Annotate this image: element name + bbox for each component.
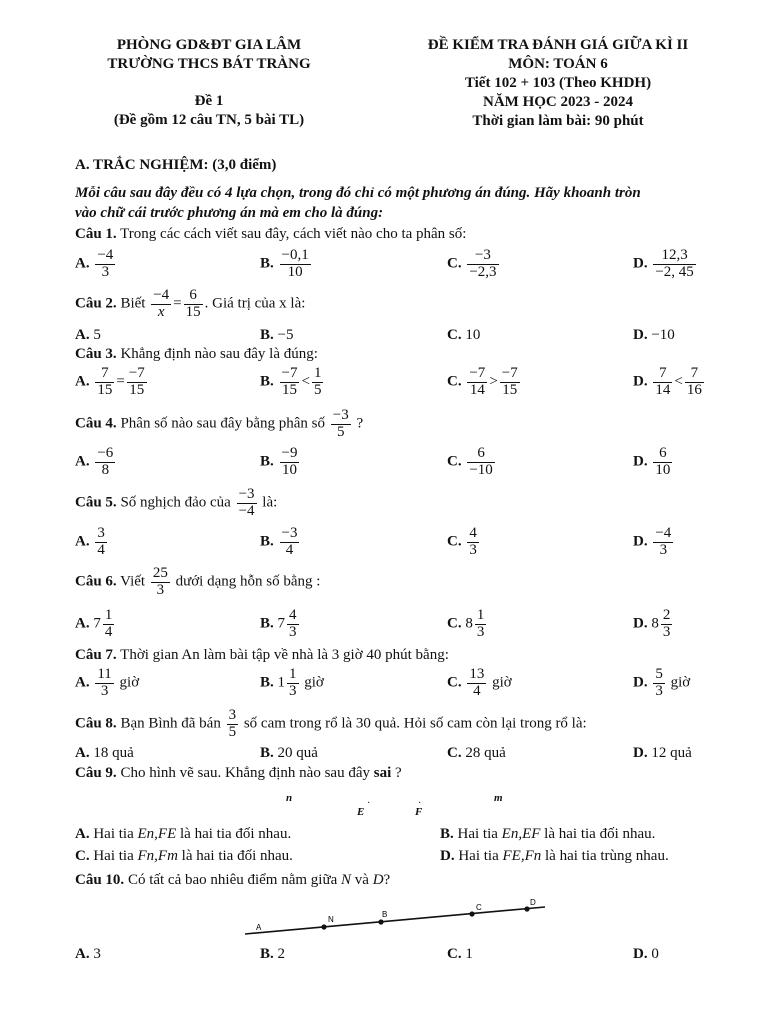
point-label-d: D — [530, 898, 536, 907]
q1-option-d[interactable]: D. $\frac{12,3}{-2, 45}$ — [633, 247, 694, 280]
q10-option-d[interactable]: D. 0 — [633, 946, 659, 962]
subject: MÔN: TOÁN 6 — [508, 56, 608, 72]
school-name: TRƯỜNG THCS BÁT TRÀNG — [107, 56, 311, 72]
q4-option-c[interactable]: C. $\frac{6}{-10}$ — [447, 445, 493, 478]
q4-option-a[interactable]: A. $\frac{-6}{8}$ — [75, 445, 114, 478]
point-label-a: A — [256, 923, 262, 932]
q10-option-b[interactable]: B. 2 — [260, 946, 286, 962]
fraction: $\frac{-4}{x}$ — [153, 287, 170, 320]
q8-option-d[interactable]: D. 12 quả — [633, 745, 692, 761]
question-8: Câu 8. Bạn Bình đã bán $\frac{3}{5}$ số cam trong rổ là 30 quả. Hỏi số cam còn lại trong rổ là: — [75, 707, 587, 740]
q9-option-d[interactable]: D. Hai tia FE,Fn là hai tia trùng nhau. — [440, 848, 669, 864]
question-7: Câu 7. Thời gian An làm bài tập về nhà là 3 giờ 40 phút bằng: — [75, 647, 449, 663]
q7-option-c[interactable]: C. $\frac{13}{4}$ giờ — [447, 666, 512, 699]
question-number: Câu 2. — [75, 295, 117, 312]
q7-option-b[interactable]: B. 1 $\frac{1}{3}$ giờ — [260, 666, 324, 699]
q2-option-b[interactable]: B. −5 — [260, 327, 294, 343]
line-figure — [240, 895, 550, 940]
q6-option-d[interactable]: D. 8 $\frac{2}{3}$ — [633, 607, 671, 640]
q2-option-c[interactable]: C. 10 — [447, 327, 481, 343]
q3-option-b[interactable]: B. $\frac{-7}{15}$ < $\frac{1}{5}$ — [260, 365, 322, 398]
q6-option-b[interactable]: B. 7 $\frac{4}{3}$ — [260, 607, 297, 640]
question-number: Câu 8. — [75, 715, 117, 732]
question-10: Câu 10. Có tất cả bao nhiêu điểm nằm giữa N và D? — [75, 872, 391, 888]
figure-label-n: n — [286, 792, 293, 804]
q5-option-a[interactable]: A. $\frac{3}{4}$ — [75, 525, 105, 558]
question-number: Câu 1. — [75, 226, 117, 242]
point-n-dot — [321, 924, 326, 929]
exam-title: ĐỀ KIỂM TRA ĐÁNH GIÁ GIỮA KÌ II — [427, 37, 689, 53]
exam-header — [393, 36, 723, 131]
q9-option-c[interactable]: C. Hai tia Fn,Fm là hai tia đối nhau. — [75, 848, 293, 864]
question-4: Câu 4. Phân số nào sau đây bằng phân số $\frac{-3}{5}$ ? — [75, 407, 364, 440]
fraction: $\frac{-0,1}{10}$ — [281, 247, 309, 280]
question-number: Câu 9. — [75, 765, 117, 781]
q7-option-a[interactable]: A. $\frac{11}{3}$ giờ — [75, 666, 140, 699]
q2-option-d[interactable]: D. −10 — [633, 327, 675, 343]
question-9: Câu 9. Cho hình vẽ sau. Khẳng định nào sau đây sai ? — [75, 765, 402, 781]
question-number: Câu 5. — [75, 494, 117, 511]
school-header — [75, 36, 343, 130]
fraction: $\frac{6}{15}$ — [185, 287, 201, 320]
q3-option-d[interactable]: D. $\frac{7}{14}$ < $\frac{7}{16}$ — [633, 365, 702, 398]
duration: Thời gian làm bài: 90 phút — [472, 113, 644, 129]
fraction: $\frac{-4}{3}$ — [97, 247, 114, 280]
q9-option-b[interactable]: B. Hai tia En,EF là hai tia đối nhau. — [440, 826, 656, 842]
point-c-dot — [469, 911, 474, 916]
figure-label-m: m — [494, 792, 503, 804]
question-2: Câu 2. Biết $\frac{-4}{x}$ = $\frac{6}{15}$ . Giá trị của x là: — [75, 287, 306, 320]
point-label-c: C — [476, 903, 482, 912]
section-title: A. TRẮC NGHIỆM: (3,0 điểm) — [75, 157, 277, 173]
school-year: NĂM HỌC 2023 - 2024 — [483, 94, 633, 110]
question-6: Câu 6. Viết $\frac{25}{3}$ dưới dạng hỗn số bằng : — [75, 565, 321, 598]
point-d-dot — [524, 906, 529, 911]
q5-option-c[interactable]: C. $\frac{4}{3}$ — [447, 525, 477, 558]
question-number: Câu 4. — [75, 415, 117, 432]
question-number: Câu 10. — [75, 872, 125, 888]
q8-option-c[interactable]: C. 28 quả — [447, 745, 506, 761]
question-3: Câu 3. Khẳng định nào sau đây là đúng: — [75, 346, 318, 362]
question-5: Câu 5. Số nghịch đảo của $\frac{-3}{-4}$ là: — [75, 486, 278, 519]
q4-option-b[interactable]: B. $\frac{-9}{10}$ — [260, 445, 298, 478]
question-number: Câu 3. — [75, 346, 117, 362]
exam-code: Đề 1 — [194, 93, 224, 109]
exam-structure: (Đề gồm 12 câu TN, 5 bài TL) — [113, 112, 305, 128]
question-number: Câu 6. — [75, 573, 117, 590]
question-number: Câu 7. — [75, 647, 117, 663]
fraction: $\frac{12,3}{-2, 45}$ — [655, 247, 694, 280]
q1-option-a[interactable]: A. $\frac{-4}{3}$ — [75, 247, 114, 280]
q1-option-b[interactable]: B. $\frac{-0,1}{10}$ — [260, 247, 309, 280]
lesson: Tiết 102 + 103 (Theo KHDH) — [464, 75, 652, 91]
point-e-dot: · — [367, 798, 371, 809]
question-1 — [75, 226, 466, 243]
q10-option-a[interactable]: A. 3 — [75, 946, 101, 962]
q3-option-a[interactable]: A. $\frac{7}{15}$ = $\frac{-7}{15}$ — [75, 365, 145, 398]
figure-label-e: E — [357, 806, 365, 818]
q4-option-d[interactable]: D. $\frac{6}{10}$ — [633, 445, 671, 478]
q2-option-a[interactable]: A. 5 — [75, 327, 101, 343]
q6-option-a[interactable]: A. 7 $\frac{1}{4}$ — [75, 607, 113, 640]
instruction-line-1: Mỗi câu sau đây đều có 4 lựa chọn, trong đó chỉ có một phương án đúng. Hãy khoanh tròn — [75, 185, 641, 201]
q8-option-a[interactable]: A. 18 quả — [75, 745, 134, 761]
fraction: $\frac{-3}{-2,3}$ — [469, 247, 497, 280]
q8-option-b[interactable]: B. 20 quả — [260, 745, 318, 761]
point-f-dot: · — [418, 798, 422, 809]
q1-option-c[interactable]: C. $\frac{-3}{-2,3}$ — [447, 247, 497, 280]
q5-option-d[interactable]: D. $\frac{-4}{3}$ — [633, 525, 672, 558]
question-text: Trong các cách viết sau đây, cách viết nào cho ta phân số: — [116, 226, 467, 242]
q7-option-d[interactable]: D. $\frac{5}{3}$ giờ — [633, 666, 691, 699]
point-b-dot — [378, 919, 383, 924]
q9-option-a[interactable]: A. Hai tia En,FE là hai tia đối nhau. — [75, 826, 292, 842]
point-label-n: N — [328, 915, 334, 924]
figure-label-f: F — [415, 806, 423, 818]
point-label-b: B — [382, 910, 388, 919]
q10-option-c[interactable]: C. 1 — [447, 946, 473, 962]
q6-option-c[interactable]: C. 8 $\frac{1}{3}$ — [447, 607, 485, 640]
instruction-line-2: vào chữ cái trước phương án mà em cho là đúng: — [75, 205, 384, 221]
q3-option-c[interactable]: C. $\frac{-7}{14}$ > $\frac{-7}{15}$ — [447, 365, 518, 398]
line-segment — [245, 907, 545, 934]
department-name: PHÒNG GD&ĐT GIA LÂM — [116, 37, 302, 53]
q5-option-b[interactable]: B. $\frac{-3}{4}$ — [260, 525, 298, 558]
